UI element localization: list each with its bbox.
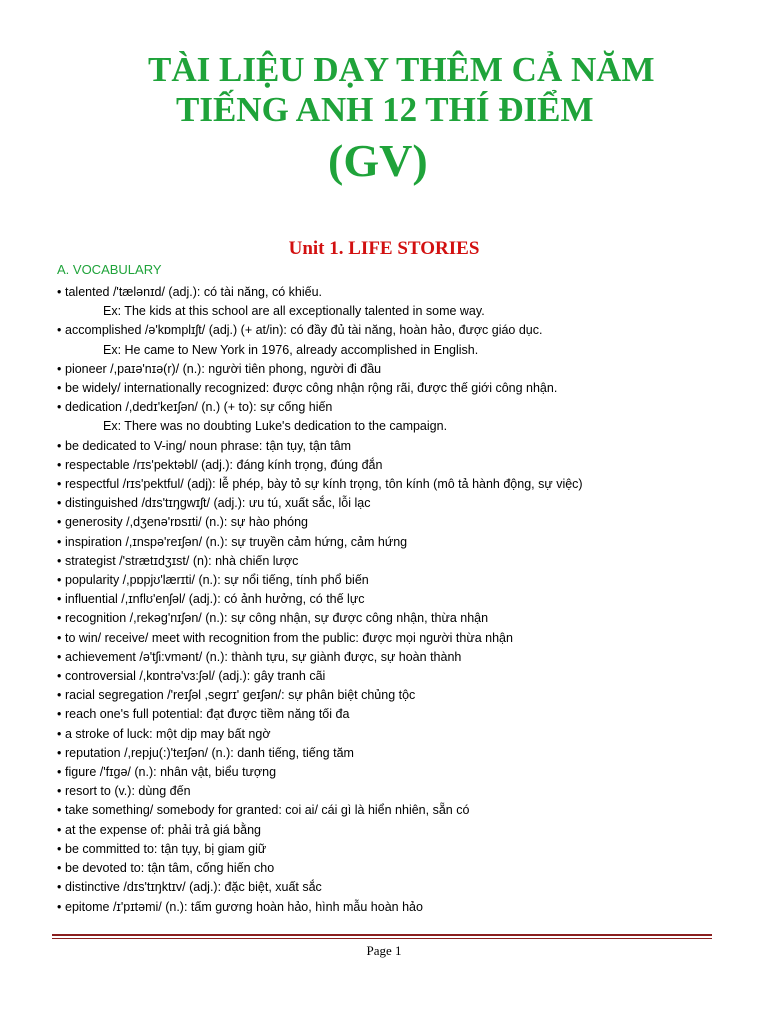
example-text: Ex: The kids at this school are all exceptionally talented in some way.	[103, 304, 485, 319]
vocab-item-text: be devoted to: tận tâm, cống hiến cho	[65, 861, 275, 876]
vocab-item-text: influential /,ɪnflʊ'enʃəl/ (adj.): có ảnh hưởng, có thế lực	[65, 592, 365, 607]
vocabulary-list	[57, 283, 737, 917]
bullet-icon: •	[57, 630, 62, 645]
vocab-item-text: accomplished /ə'kɒmplɪʃt/ (adj.) (+ at/in): có đầy đủ tài năng, hoàn hảo, được giáo dục.	[65, 323, 543, 338]
vocab-item	[57, 705, 737, 724]
vocab-item-text: be dedicated to V-ing/ noun phrase: tận tụy, tận tâm	[65, 438, 352, 453]
bullet-icon: •	[57, 534, 62, 549]
bullet-icon: •	[57, 515, 62, 530]
document-title-line-2: TIẾNG ANH 12 THÍ ĐIỂM	[176, 90, 594, 129]
bullet-icon: •	[57, 822, 62, 837]
vocab-item-text: dedication /,dedɪ'keɪʃən/ (n.) (+ to): sự cống hiến	[65, 400, 333, 415]
bullet-icon: •	[57, 285, 62, 299]
bullet-icon: •	[57, 592, 62, 607]
bullet-icon: •	[57, 477, 62, 492]
vocab-item	[57, 878, 737, 897]
vocab-item-text: reach one's full potential: đạt được tiềm năng tối đa	[65, 707, 350, 722]
vocab-item-text: generosity /,dʒenə'rɒsɪti/ (n.): sự hào phóng	[65, 515, 308, 530]
document-title-line-1: TÀI LIỆU DẠY THÊM CẢ NĂM	[148, 50, 655, 89]
vocab-item	[57, 801, 737, 820]
bullet-icon: •	[57, 669, 62, 684]
vocab-item-text: epitome /ɪ'pɪtəmi/ (n.): tấm gương hoàn hảo, hình mẫu hoàn hảo	[65, 899, 423, 914]
vocab-item-text: figure /'fɪgə/ (n.): nhân vật, biểu tượng	[65, 765, 277, 780]
vocab-item	[57, 782, 737, 801]
vocab-item-text: resort to (v.): dùng đến	[65, 784, 191, 799]
bullet-icon: •	[57, 438, 62, 453]
vocab-item	[57, 475, 737, 494]
vocab-item-text: racial segregation /'reɪʃəl ,segrɪ' geɪʃən/: sự phân biệt chủng tộc	[65, 688, 416, 703]
example-text: Ex: There was no doubting Luke's dedication to the campaign.	[103, 419, 448, 434]
vocab-item-text: inspiration /,ɪnspə'reɪʃən/ (n.): sự truyền cảm hứng, cảm hứng	[65, 534, 408, 549]
example-text: Ex: He came to New York in 1976, already accomplished in English.	[103, 342, 479, 357]
bullet-icon: •	[57, 861, 62, 876]
vocab-item-text: respectable /rɪs'pektəbl/ (adj.): đáng kính trọng, đúng đắn	[65, 457, 383, 472]
vocab-item-text: at the expense of: phải trả giá bằng	[65, 822, 261, 837]
bullet-icon: •	[57, 553, 62, 568]
unit-title: Unit 1. LIFE STORIES	[288, 238, 480, 259]
bullet-icon: •	[57, 457, 62, 472]
vocab-item-text: controversial /,kɒntrə'vɜ:ʃəl/ (adj.): gây tranh cãi	[65, 669, 326, 684]
vocab-item	[57, 667, 737, 686]
vocab-item	[57, 513, 737, 532]
bullet-icon: •	[57, 745, 62, 760]
vocab-item	[57, 552, 737, 571]
vocab-item	[57, 533, 737, 552]
bullet-icon: •	[57, 400, 62, 415]
vocab-item-text: respectful /rɪs'pektful/ (adj): lễ phép, bày tỏ sự kính trọng, tôn kính (mô tả hành động, sự việc)	[65, 477, 583, 492]
vocab-item-text: talented /'tælənɪd/ (adj.): có tài năng, có khiếu.	[65, 285, 322, 299]
bullet-icon: •	[57, 688, 62, 703]
vocab-item-text: be widely/ internationally recognized: được công nhận rộng rãi, được thế giới công nhận.	[65, 381, 558, 396]
document-title-line-3: (GV)	[328, 135, 428, 186]
vocab-item-text: recognition /,rekəg'nɪʃən/ (n.): sự công nhận, sự được công nhận, thừa nhận	[65, 611, 489, 626]
vocab-item-text: pioneer /,paɪə'nɪə(r)/ (n.): người tiên phong, người đi đầu	[65, 361, 382, 376]
bullet-icon: •	[57, 381, 62, 396]
vocab-item	[57, 360, 737, 379]
vocab-item-text: popularity /,pɒpjʊ'lærɪti/ (n.): sự nổi tiếng, tính phổ biến	[65, 573, 369, 588]
example-sentence	[57, 417, 737, 436]
bullet-icon: •	[57, 707, 62, 722]
bullet-icon: •	[57, 611, 62, 626]
example-sentence	[57, 341, 737, 360]
vocab-item-text: achievement /ə'tʃi:vmənt/ (n.): thành tựu, sự giành được, sự hoàn thành	[65, 649, 462, 664]
vocab-item-text: be committed to: tận tụy, bị giam giữ	[65, 841, 267, 856]
footer-divider-thin	[52, 938, 712, 939]
page-number: Page 1	[366, 943, 402, 958]
vocab-item	[57, 840, 737, 859]
vocab-item-text: strategist /'strætɪdʒɪst/ (n): nhà chiến lược	[65, 553, 299, 568]
vocab-item	[57, 686, 737, 705]
vocab-item	[57, 590, 737, 609]
vocab-item-text: take something/ somebody for granted: coi ai/ cái gì là hiển nhiên, sẵn có	[65, 803, 470, 818]
vocab-item-text: distinguished /dɪs'tɪŋgwɪʃt/ (adj.): ưu tú, xuất sắc, lỗi lạc	[65, 496, 371, 511]
vocab-item	[57, 571, 737, 590]
vocab-item	[57, 609, 737, 628]
vocab-item-text: a stroke of luck: một dịp may bất ngờ	[65, 726, 271, 741]
bullet-icon: •	[57, 880, 62, 895]
vocab-item	[57, 859, 737, 878]
vocab-item	[57, 379, 737, 398]
vocab-item	[57, 725, 737, 744]
vocab-item-text: distinctive /dɪs'tɪŋktɪv/ (adj.): đặc biệt, xuất sắc	[65, 880, 322, 895]
vocab-item	[57, 398, 737, 417]
bullet-icon: •	[57, 726, 62, 741]
vocab-item	[57, 456, 737, 475]
vocab-item	[57, 821, 737, 840]
vocab-item	[57, 744, 737, 763]
bullet-icon: •	[57, 361, 62, 376]
bullet-icon: •	[57, 899, 62, 914]
vocab-item	[57, 494, 737, 513]
vocab-item	[57, 437, 737, 456]
vocab-item	[57, 763, 737, 782]
bullet-icon: •	[57, 841, 62, 856]
vocab-item	[57, 283, 737, 302]
bullet-icon: •	[57, 496, 62, 511]
vocab-item	[57, 898, 737, 917]
bullet-icon: •	[57, 765, 62, 780]
bullet-icon: •	[57, 803, 62, 818]
example-sentence	[57, 302, 737, 321]
bullet-icon: •	[57, 784, 62, 799]
section-title: A. VOCABULARY	[57, 262, 162, 277]
bullet-icon: •	[57, 649, 62, 664]
vocab-item	[57, 648, 737, 667]
footer-divider	[52, 934, 712, 936]
vocab-item	[57, 629, 737, 648]
bullet-icon: •	[57, 323, 62, 338]
vocab-item-text: to win/ receive/ meet with recognition from the public: được mọi người thừa nhận	[65, 630, 513, 645]
vocab-item-text: reputation /,repju(:)'teɪʃən/ (n.): danh tiếng, tiếng tăm	[65, 745, 354, 760]
vocab-item	[57, 321, 737, 340]
bullet-icon: •	[57, 573, 62, 588]
